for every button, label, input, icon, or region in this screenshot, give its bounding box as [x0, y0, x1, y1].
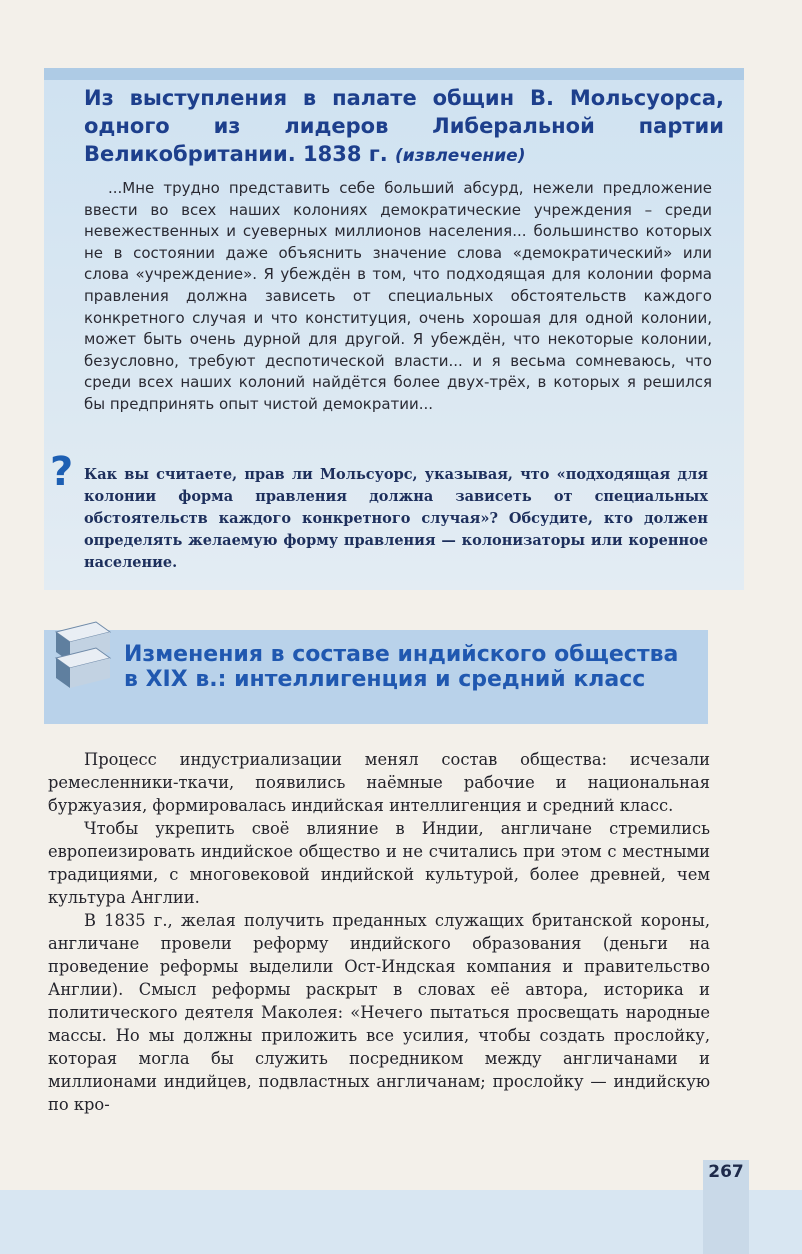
page-number: 267	[708, 1162, 744, 1182]
source-box-strip	[44, 68, 744, 80]
paragraph-2: Чтобы укрепить своё влияние в Индии, англичане стремились европеизировать индийское общество и не считались при этом с местными традициями, с многовековой индийской культурой, более древней, чем культура Англии.	[48, 819, 710, 907]
main-text	[48, 748, 710, 1116]
source-title	[84, 84, 724, 170]
section-title: Изменения в составе индийского общества в XIX в.: интеллигенция и средний класс	[124, 642, 679, 692]
source-title-text: Из выступления в палате общин В. Мольсуорса, одного из лидеров Либеральной партии Великобритании. 1838 г.	[84, 86, 724, 166]
source-title-note: (извлечение)	[395, 146, 526, 166]
question-mark-icon: ?	[50, 449, 74, 495]
books-icon	[52, 618, 112, 698]
discussion-question: Как вы считаете, прав ли Мольсуорс, указывая, что «подходящая для колонии форма правления должна зависеть от специальных обстоятельств каждого конкретного случая»? Обсудите, кто должен определять желаемую форму правления — колонизаторы или коренное население.	[84, 466, 708, 571]
source-quote-text: ...Мне трудно представить себе больший абсурд, нежели предложение ввести во всех наших колониях демократические учреждения – среди невежественных и суеверных миллионов населения... большинство которых не в состоянии даже объяснить значение слова «демократический» или слова «учреждение». Я убеждён в том, что подходящая для колонии форма правления должна зависеть от специальных обстоятельств каждого конкретного случая и что конституция, очень хорошая для одной колонии, может быть очень дурной для другой. Я убеждён, что некоторые колонии, безусловно, требуют деспотической власти... и я весьма сомневаюсь, что среди всех наших колоний найдётся более двух-трёх, в которых я решился бы предпринять опыт чистой демократии...	[84, 179, 712, 413]
page-footer-band	[0, 1190, 802, 1254]
paragraph-1: Процесс индустриализации менял состав общества: исчезали ремесленники-ткачи, появились наёмные рабочие и национальная буржуазия, формировалась индийская интеллигенция и средний класс.	[48, 750, 710, 815]
paragraph-3: В 1835 г., желая получить преданных служащих британской короны, англичане провели реформу индийского образования (деньги на проведение реформы выделили Ост-Индская компания и правительство Англии). Смысл реформы раскрыт в словах её автора, историка и политического деятеля Маколея: «Нечего пытаться просвещать народные массы. Но мы должны приложить все усилия, чтобы создать прослойку, которая могла бы служить посредником между англичанами и миллионами индийцев, подвластных англичанам; прослойку — индийскую по кро-	[48, 911, 710, 1114]
